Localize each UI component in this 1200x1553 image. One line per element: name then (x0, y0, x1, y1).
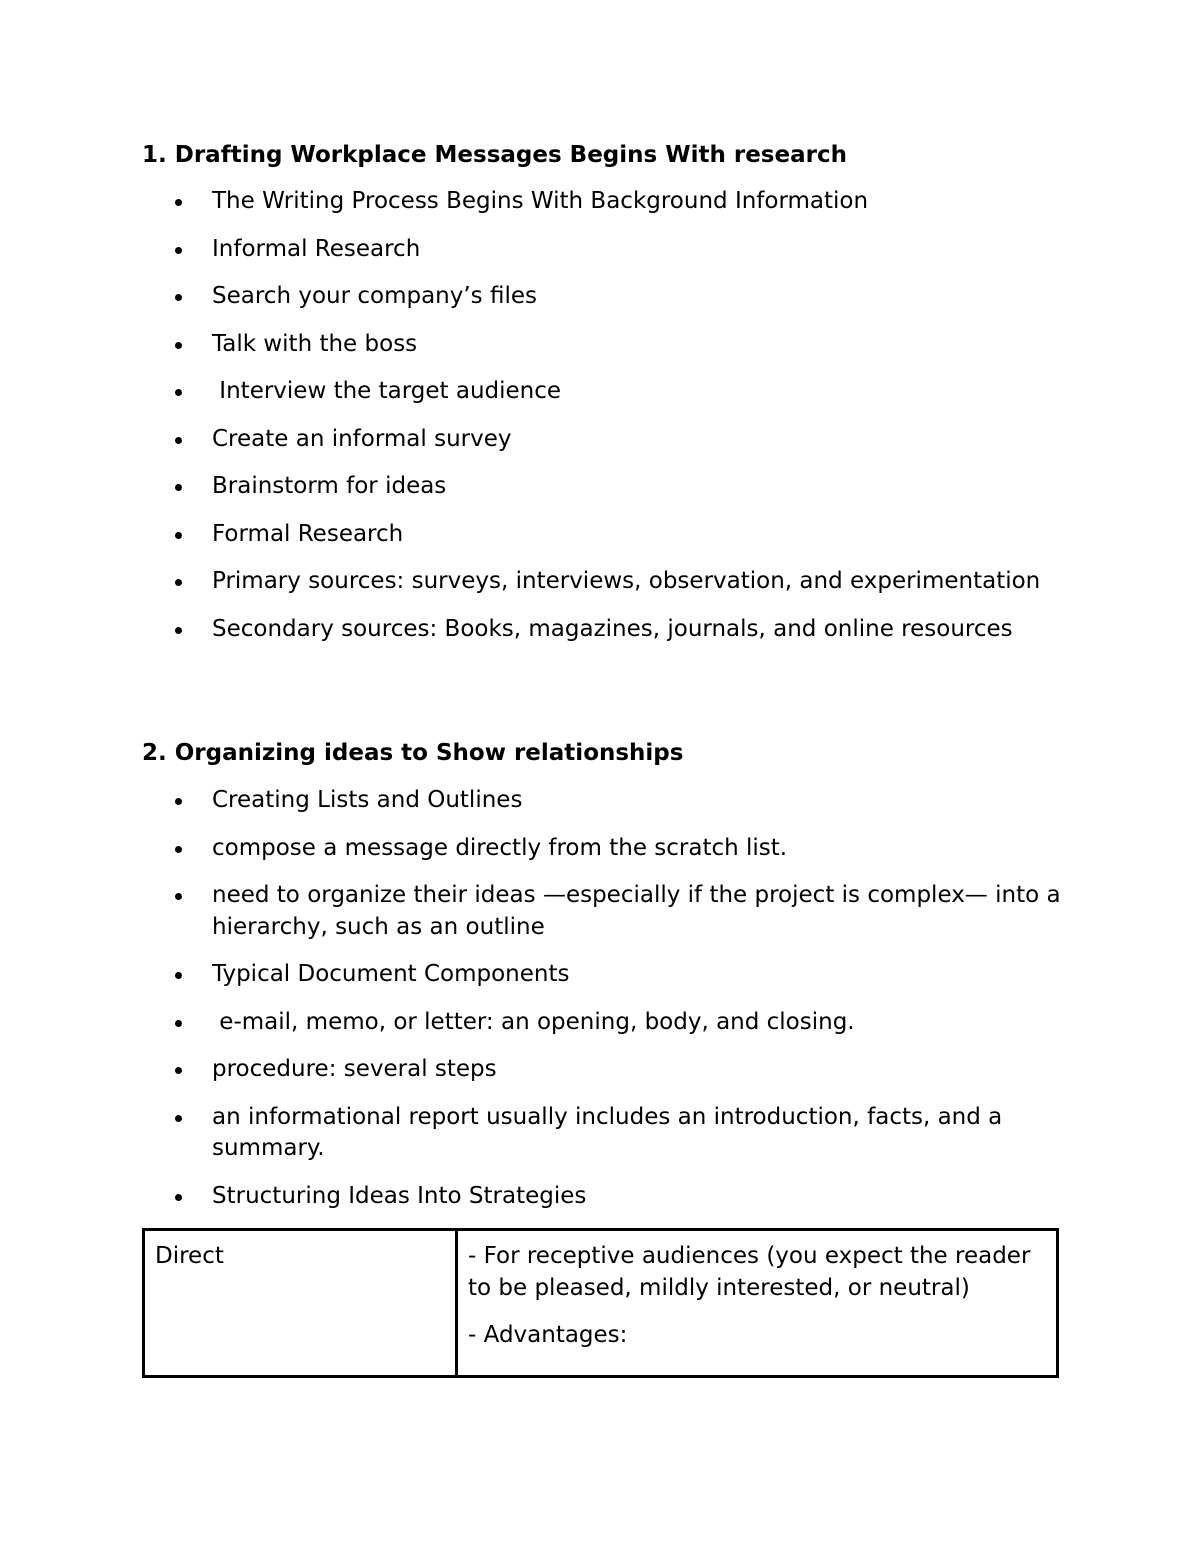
list-item-text: an informational report usually includes an introduction, facts, and a summary. (212, 1103, 1003, 1161)
description-line: - For receptive audiences (you expect the reader to be pleased, mildly interested, or neutral) (468, 1243, 1031, 1301)
strategy-table (142, 1228, 1059, 1378)
list-item (142, 785, 1067, 817)
bullet-icon (175, 1067, 182, 1074)
bullet-icon (175, 846, 182, 853)
list-item (142, 234, 1067, 266)
list-item-text: Create an informal survey (212, 425, 512, 452)
bullet-icon (175, 342, 182, 349)
description-line: - Advantages: (468, 1322, 628, 1348)
list-item (142, 329, 1067, 361)
list-item (142, 1181, 1067, 1213)
list-item-text: Informal Research (212, 235, 421, 262)
list-item (142, 880, 1067, 943)
bullet-icon (175, 484, 182, 491)
list-item (142, 959, 1067, 991)
list-item-text: Formal Research (212, 520, 404, 547)
bullet-icon (175, 389, 182, 396)
list-item (142, 833, 1067, 865)
list-item (142, 471, 1067, 503)
bullet-icon (175, 1020, 182, 1027)
list-item-text: Creating Lists and Outlines (212, 787, 523, 813)
bullet-icon (175, 798, 182, 805)
bullet-icon (175, 294, 182, 301)
list-item (142, 281, 1067, 313)
table-cell-strategy (144, 1230, 457, 1377)
list-item-text: Talk with the boss (212, 330, 418, 357)
list-item-text: Interview the target audience (212, 378, 562, 404)
bullet-icon (175, 627, 182, 634)
list-item-text: e-mail, memo, or letter: an opening, body, and closing. (212, 1008, 855, 1035)
bullet-icon (175, 579, 182, 586)
bullet-icon (175, 532, 182, 539)
table-row (144, 1230, 1058, 1377)
list-item-text: The Writing Process Begins With Background Information (212, 188, 869, 214)
list-item (142, 614, 1067, 646)
list-item (142, 1007, 1067, 1039)
section-2-heading: 2. Organizing ideas to Show relationships (142, 740, 684, 766)
list-item-text: Secondary sources: Books, magazines, journals, and online resources (212, 615, 1013, 642)
list-item-text: compose a message directly from the scratch list. (212, 834, 788, 861)
section-2-list (142, 785, 1067, 1228)
list-item-text: Typical Document Components (212, 961, 570, 987)
list-item-text: Brainstorm for ideas (212, 473, 447, 499)
table-cell-description (457, 1230, 1058, 1377)
list-item (142, 1102, 1067, 1165)
section-1-heading: 1. Drafting Workplace Messages Begins With research (142, 142, 847, 168)
bullet-icon (175, 893, 182, 900)
bullet-icon (175, 247, 182, 254)
bullet-icon (175, 437, 182, 444)
bullet-icon (175, 1194, 182, 1201)
list-item (142, 424, 1067, 456)
bullet-icon (175, 1115, 182, 1122)
section-1-list (142, 186, 1067, 661)
list-item (142, 519, 1067, 551)
list-item (142, 1054, 1067, 1086)
list-item-text: procedure: several steps (212, 1056, 497, 1082)
list-item-text: Search your company’s files (212, 283, 537, 309)
list-item-text: Structuring Ideas Into Strategies (212, 1182, 587, 1209)
bullet-icon (175, 972, 182, 979)
bullet-icon (175, 199, 182, 206)
list-item (142, 186, 1067, 218)
list-item-text: need to organize their ideas —especially if the project is complex— into a hierarchy, such as an outline (212, 882, 1061, 940)
list-item (142, 376, 1067, 408)
list-item (142, 566, 1067, 598)
strategy-label: Direct (155, 1243, 224, 1269)
list-item-text: Primary sources: surveys, interviews, observation, and experimentation (212, 568, 1041, 594)
